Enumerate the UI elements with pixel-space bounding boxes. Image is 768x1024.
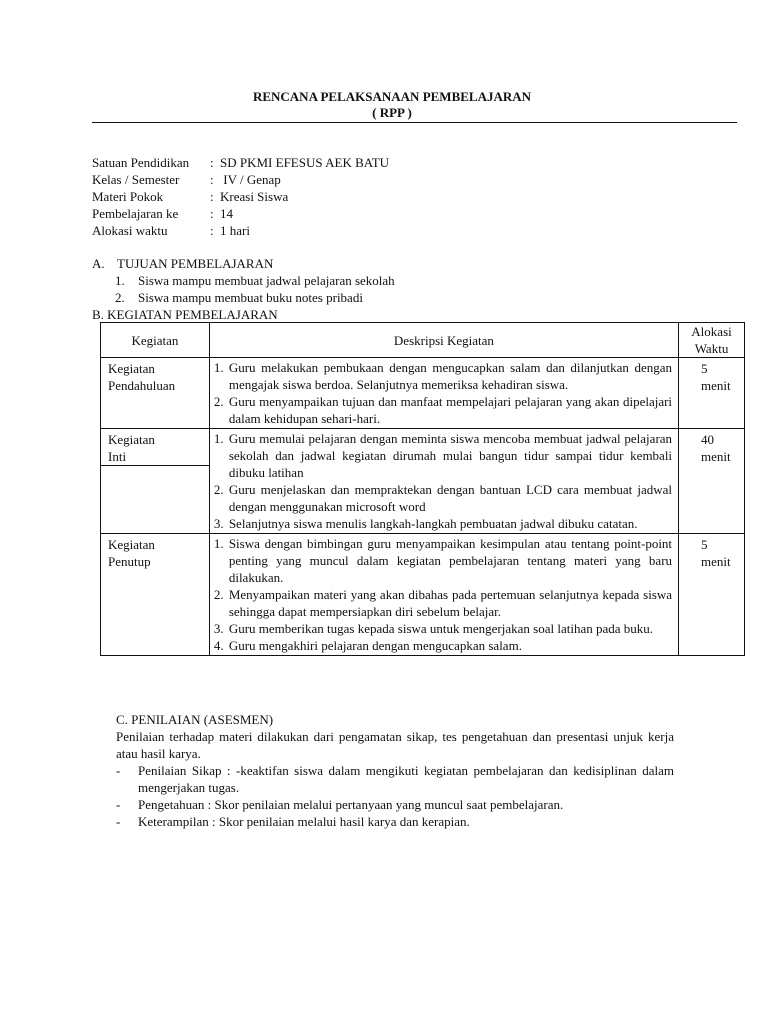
kegiatan-label: Kegiatan	[108, 361, 155, 376]
time-value: 5	[701, 537, 708, 552]
list-item	[92, 272, 395, 289]
description-item	[214, 430, 672, 481]
bullet-text: Keterampilan : Skor penilaian melalui hasil karya dan kerapian.	[138, 814, 470, 829]
info-label: Materi Pokok	[92, 189, 164, 204]
description-cell	[209, 429, 678, 534]
section-letter: A.	[92, 256, 105, 271]
description-cell	[209, 534, 678, 656]
bullet-item	[116, 796, 674, 813]
info-separator: :	[210, 172, 214, 187]
item-number: 4.	[213, 638, 224, 653]
section-kegiatan-title: B. KEGIATAN PEMBELAJARAN	[92, 307, 278, 322]
table-row	[101, 358, 745, 429]
kegiatan-label: Inti	[108, 449, 127, 464]
description-item	[214, 359, 672, 393]
kegiatan-cell	[101, 534, 210, 656]
item-text: Selanjutnya siswa menulis langkah-langkah pembuatan jadwal dibuku catatan.	[228, 516, 638, 531]
item-text: Guru memberikan tugas kepada siswa untuk mengerjakan soal latihan pada buku.	[228, 621, 654, 636]
time-cell	[679, 534, 745, 656]
item-number: 1.	[213, 431, 224, 446]
info-value: IV / Genap	[220, 172, 281, 187]
section-title: TUJUAN PEMBELAJARAN	[117, 256, 274, 271]
item-number: 1.	[213, 536, 224, 551]
item-number: 2.	[213, 394, 224, 409]
item-number: 3.	[213, 516, 224, 531]
section-heading	[92, 255, 395, 272]
info-value: 1 hari	[220, 223, 250, 238]
description-item	[214, 393, 672, 427]
kegiatan-label: Penutup	[108, 554, 151, 569]
item-number: 1.	[213, 360, 224, 375]
item-text: Guru menjelaskan dan mempraktekan dengan bantuan LCD cara membuat jadwal dengan menggunakan microsoft word	[228, 482, 673, 514]
item-number: 2.	[213, 482, 224, 497]
bullet-dash: -	[116, 814, 121, 829]
table-row	[101, 429, 745, 534]
info-separator: :	[210, 155, 214, 170]
kegiatan-cell	[101, 358, 210, 429]
item-text: Menyampaikan materi yang akan dibahas pada pertemuan selanjutnya kepada siswa sehingga dapat mempersiapkan diri sebelum belajar.	[228, 587, 673, 619]
description-item	[214, 515, 672, 532]
list-index: 1.	[115, 273, 125, 288]
bullet-dash: -	[116, 797, 121, 812]
info-label: Kelas / Semester	[92, 172, 180, 187]
info-row	[92, 222, 389, 239]
info-value: 14	[220, 206, 233, 221]
identity-block	[92, 154, 389, 239]
time-unit: menit	[701, 554, 731, 569]
kegiatan-label: Pendahuluan	[108, 378, 176, 393]
description-cell	[209, 358, 678, 429]
item-number: 3.	[213, 621, 224, 636]
description-item	[214, 535, 672, 586]
info-row	[92, 188, 389, 205]
title-divider	[92, 122, 737, 123]
description-item	[214, 620, 672, 637]
kegiatan-label: Kegiatan	[108, 537, 155, 552]
activity-table	[100, 322, 745, 656]
info-separator: :	[210, 189, 214, 204]
description-item	[214, 481, 672, 515]
document-title: RENCANA PELAKSANAAN PEMBELAJARAN	[252, 89, 532, 104]
column-header: Deskripsi Kegiatan	[209, 323, 678, 358]
item-text: Guru mengakhiri pelajaran dengan mengucapkan salam.	[228, 638, 522, 653]
section-intro: Penilaian terhadap materi dilakukan dari pengamatan sikap, tes pengetahuan dan presentasi unjuk kerja atau hasil karya.	[116, 729, 674, 761]
list-text: Siswa mampu membuat jadwal pelajaran sekolah	[138, 273, 395, 288]
info-value: SD PKMI EFESUS AEK BATU	[220, 155, 390, 170]
list-index: 2.	[115, 290, 125, 305]
table-header-row	[101, 323, 745, 358]
info-row	[92, 205, 389, 222]
info-label: Pembelajaran ke	[92, 206, 179, 221]
item-text: Guru memulai pelajaran dengan meminta siswa mencoba membuat jadwal pelajaran sekolah dan jadwal kegiatan dirumah mulai bangun tidur sampai tidur kembali dibuku latihan	[228, 431, 673, 480]
bullet-dash: -	[116, 763, 121, 778]
table-row	[101, 534, 745, 656]
description-item	[214, 637, 672, 654]
bullet-text: Pengetahuan : Skor penilaian melalui pertanyaan yang muncul saat pembelajaran.	[138, 797, 564, 812]
info-value: Kreasi Siswa	[220, 189, 289, 204]
column-header: Alokasi Waktu	[679, 323, 745, 358]
item-text: Guru melakukan pembukaan dengan mengucapkan salam dan dilanjutkan dengan mengajak siswa berdoa. Selanjutnya memeriksa kehadiran siswa.	[228, 360, 673, 392]
time-unit: menit	[701, 449, 731, 464]
info-separator: :	[210, 223, 214, 238]
info-label: Satuan Pendidikan	[92, 155, 190, 170]
kegiatan-cell	[101, 429, 210, 534]
document-subtitle: ( RPP )	[372, 105, 412, 120]
section-tujuan	[92, 255, 395, 306]
info-row	[92, 171, 389, 188]
time-unit: menit	[701, 378, 731, 393]
kegiatan-label: Kegiatan	[108, 432, 155, 447]
objective-list	[92, 272, 395, 306]
list-text: Siswa mampu membuat buku notes pribadi	[138, 290, 363, 305]
info-separator: :	[210, 206, 214, 221]
list-item	[92, 289, 395, 306]
item-text: Guru menyampaikan tujuan dan manfaat mempelajari pelajaran yang akan dipelajari dalam kehidupan sehari-hari.	[228, 394, 673, 426]
section-title: C. PENILAIAN (ASESMEN)	[116, 712, 274, 727]
item-text: Siswa dengan bimbingan guru menyampaikan kesimpulan atau tentang point-point penting yang muncul dalam kegiatan pembelajaran tentang materi yang baru dilakukan.	[228, 536, 673, 585]
time-cell	[679, 429, 745, 534]
bullet-text: Penilaian Sikap : -keaktifan siswa dalam mengikuti kegiatan pembelajaran dan kedisiplinan dalam mengerjakan tugas.	[138, 763, 674, 795]
info-row	[92, 154, 389, 171]
column-header: Kegiatan	[101, 323, 210, 358]
description-item	[214, 586, 672, 620]
bullet-item	[116, 813, 674, 830]
section-penilaian	[116, 711, 674, 830]
bullet-item	[116, 762, 674, 796]
info-label: Alokasi waktu	[92, 223, 168, 238]
time-value: 5	[701, 361, 708, 376]
item-number: 2.	[213, 587, 224, 602]
time-value: 40	[701, 432, 715, 447]
kegiatan-label-block	[101, 429, 209, 466]
time-cell	[679, 358, 745, 429]
